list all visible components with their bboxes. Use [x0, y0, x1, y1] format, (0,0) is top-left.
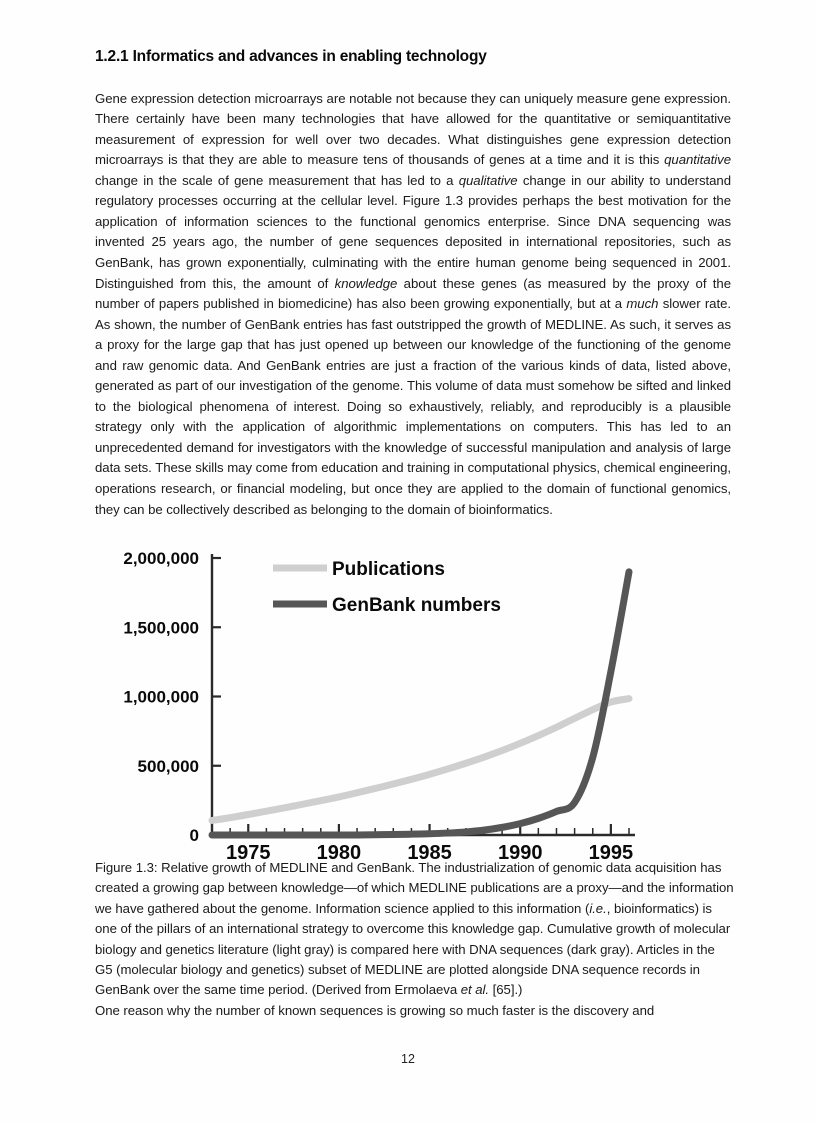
- line-chart: [95, 536, 731, 864]
- x-tick-label: 1985: [407, 842, 452, 864]
- article-body: [95, 48, 731, 520]
- x-tick-label: 1995: [588, 842, 634, 864]
- legend-label: GenBank numbers: [332, 595, 501, 616]
- figure-caption-text: Figure 1.3: Relative growth of MEDLINE and GenBank. The industrialization of genomic data acquisition has created a growing gap between knowledge—of which MEDLINE publications are a proxy—and the information we have gathered about the genome. Information science applied to this information (i.e., bioinformatics) is one of the pillars of an international strategy to overcome this knowledge gap. Cumulative growth of molecular biology and genetics literature (light gray) is compared here with DNA sequences (dark gray). Articles in the G5 (molecular biology and genetics) subset of MEDLINE are plotted alongside DNA sequence records in GenBank over the same time period. (Derived from Ermolaeva et al. [65].): [95, 860, 734, 998]
- x-tick-label: 1975: [226, 842, 271, 864]
- y-tick-label: 1,500,000: [123, 618, 199, 638]
- y-tick-label: 2,000,000: [123, 549, 199, 568]
- series-line-publications: [212, 699, 629, 821]
- y-tick-label: 500,000: [137, 756, 199, 776]
- x-tick-label: 1990: [497, 842, 543, 864]
- x-tick-label: 1980: [316, 842, 362, 864]
- page-number: 12: [401, 1052, 415, 1066]
- legend-label: Publications: [332, 559, 445, 580]
- section-heading: 1.2.1 Informatics and advances in enabling technology: [95, 48, 487, 65]
- figure-caption: [95, 858, 735, 1021]
- figure-1-3: [95, 536, 731, 864]
- y-tick-label: 1,000,000: [123, 687, 199, 707]
- chart-container: [95, 536, 731, 864]
- body-paragraph: Gene expression detection microarrays are notable not because they can uniquely measure gene expression. There certainly have been many technologies that have allowed for the quantitative or semiquantitative measurement of expression for well over two decades. What distinguishes gene expression detection microarrays is that they are able to measure tens of thousands of genes at a time and it is this quantitative change in the scale of gene measurement that has led to a qualitative change in our ability to understand regulatory processes occurring at the cellular level. Figure 1.3 provides perhaps the best motivation for the application of information sciences to the functional genomics enterprise. Since DNA sequencing was invented 25 years ago, the number of gene sequences deposited in international repositories, such as GenBank, has grown exponentially, culminating with the entire human genome being sequenced in 2001. Distinguished from this, the amount of knowledge about these genes (as measured by the proxy of the number of papers published in biomedicine) has also been growing exponentially, but at a much slower rate. As shown, the number of GenBank entries has fast outstripped the growth of MEDLINE. As such, it serves as a proxy for the large gap that has just opened up between our knowledge of the functioning of the genome and raw genomic data. And GenBank entries are just a fraction of the various kinds of data, listed above, generated as part of our investigation of the genome. This volume of data must somehow be sifted and linked to the biological phenomena of interest. Doing so exhaustively, reliably, and reproducibly is a plausible strategy only with the application of algorithmic implementations on computers. This has led to an unprecedented demand for investigators with the knowledge of successful manipulation and analysis of large data sets. These skills may come from education and training in computational physics, chemical engineering, operations research, or financial modeling, but once they are applied to the domain of functional genomics, they can be collectively described as belonging to the domain of bioinformatics.: [95, 90, 731, 517]
- trailing-body-line: One reason why the number of known sequences is growing so much faster is the discovery and: [95, 1002, 655, 1018]
- y-tick-label: 0: [189, 826, 199, 845]
